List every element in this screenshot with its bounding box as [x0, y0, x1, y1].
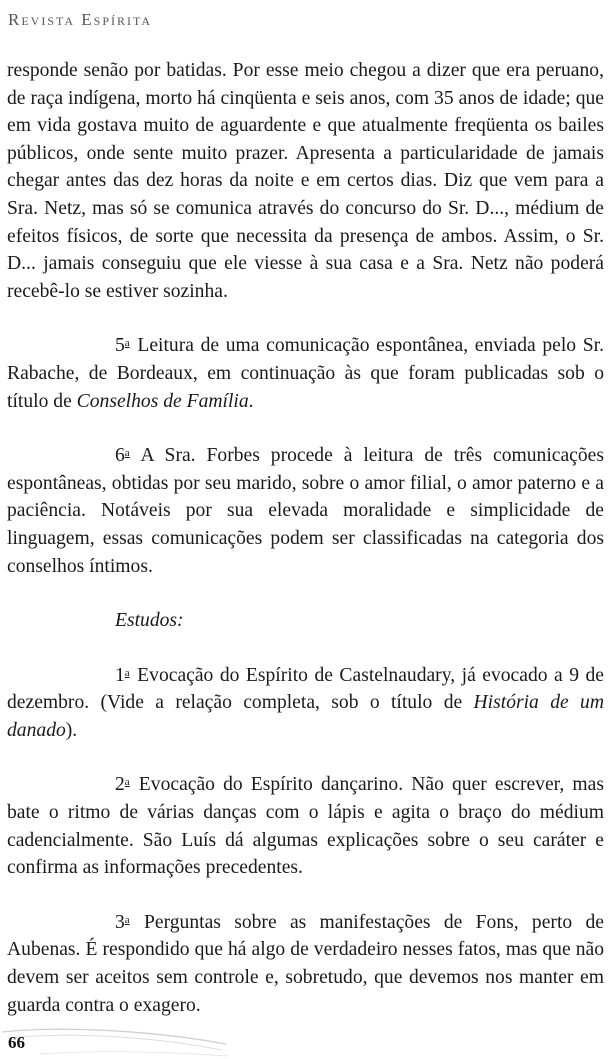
item-text: A Sra. Forbes procede à leitura de três comunicações espontâneas, obtidas por seu marido, sobre o amor filial, o amor paterno e a paciência. Notáveis por sua elevada moralidade e simplicidade de linguagem, essas comunicações podem ser classificadas na categoria dos conselhos íntimos.: [7, 445, 604, 577]
work-title: Conselhos de Família: [76, 390, 249, 412]
ordinal-mark: a: [124, 776, 130, 789]
paragraph-study-3: [7, 909, 604, 1019]
page-body: [7, 57, 604, 1046]
item-text: Evocação do Espírito de Castelnaudary, já evocado a 9 de dezembro. (Vide a relação completa, sob o título de: [7, 664, 604, 714]
ordinal-mark: a: [124, 447, 130, 460]
ordinal-mark: a: [124, 337, 130, 350]
ordinal-mark: a: [124, 666, 130, 679]
item-number: 1: [115, 664, 125, 686]
page-number: 66: [8, 1033, 25, 1052]
item-text: Leitura de uma comunicação espontânea, enviada pelo Sr. Rabache, de Bordeaux, em continuação às que foram publicadas sob o título de: [7, 335, 604, 412]
footer-swoosh-ornament: [0, 1024, 230, 1059]
item-number: 3: [115, 911, 125, 933]
paragraph-item-6: [7, 442, 604, 580]
ordinal-mark: a: [124, 913, 130, 926]
paragraph-study-2: [7, 771, 604, 881]
running-header: Revista Espírita: [8, 10, 153, 29]
item-number: 2: [115, 774, 125, 796]
paragraph-continuation: responde senão por batidas. Por esse meio chegou a dizer que era peruano, de raça indígena, morto há cinqüenta e seis anos, com 35 anos de idade; que em vida gostava muito de aguardente e que atualmente freqüenta os bailes públicos, onde sente muito prazer. Apresenta a particularidade de jamais chegar antes das dez horas da noite e em certos dias. Diz que vem para a Sra. Netz, mas só se comunica através do concurso do Sr. D..., médium de efeitos físicos, de sorte que necessita da presença de ambos. Assim, o Sr. D... jamais conseguiu que ele viesse à sua casa e a Sra. Netz não poderá recebê-lo se estiver sozinha.: [7, 60, 604, 302]
item-number: 5: [115, 335, 125, 357]
item-text: Perguntas sobre as manifestações de Fons, perto de Aubenas. É respondido que há algo de verdadeiro nesses fatos, mas que não devem ser aceitos sem controle e, sobretudo, que devemos nos manter em guarda contra o exagero.: [7, 911, 604, 1016]
work-title: História de um danado: [7, 692, 604, 741]
paragraph-study-1: 1$^a$ Evocação do Espírito de Castelnaudary, já evocado a 9 de dezembro. (Vide a relação completa, sob o título de História de um danado).: [7, 664, 604, 741]
section-heading-studies: Estudos:: [115, 610, 184, 632]
item-text: Evocação do Espírito dançarino. Não quer escrever, mas bate o ritmo de várias danças com o lápis e agita o braço do médium cadencialmente. São Luís dá algumas explicações sobre o seu caráter e confirma as informações precedentes.: [7, 774, 604, 879]
item-number: 6: [115, 445, 125, 467]
paragraph-item-5: 5$^a$ Leitura de uma comunicação espontânea, enviada pelo Sr. Rabache, de Bordeaux, em continuação às que foram publicadas sob o título de Conselhos de Família.: [7, 335, 604, 412]
